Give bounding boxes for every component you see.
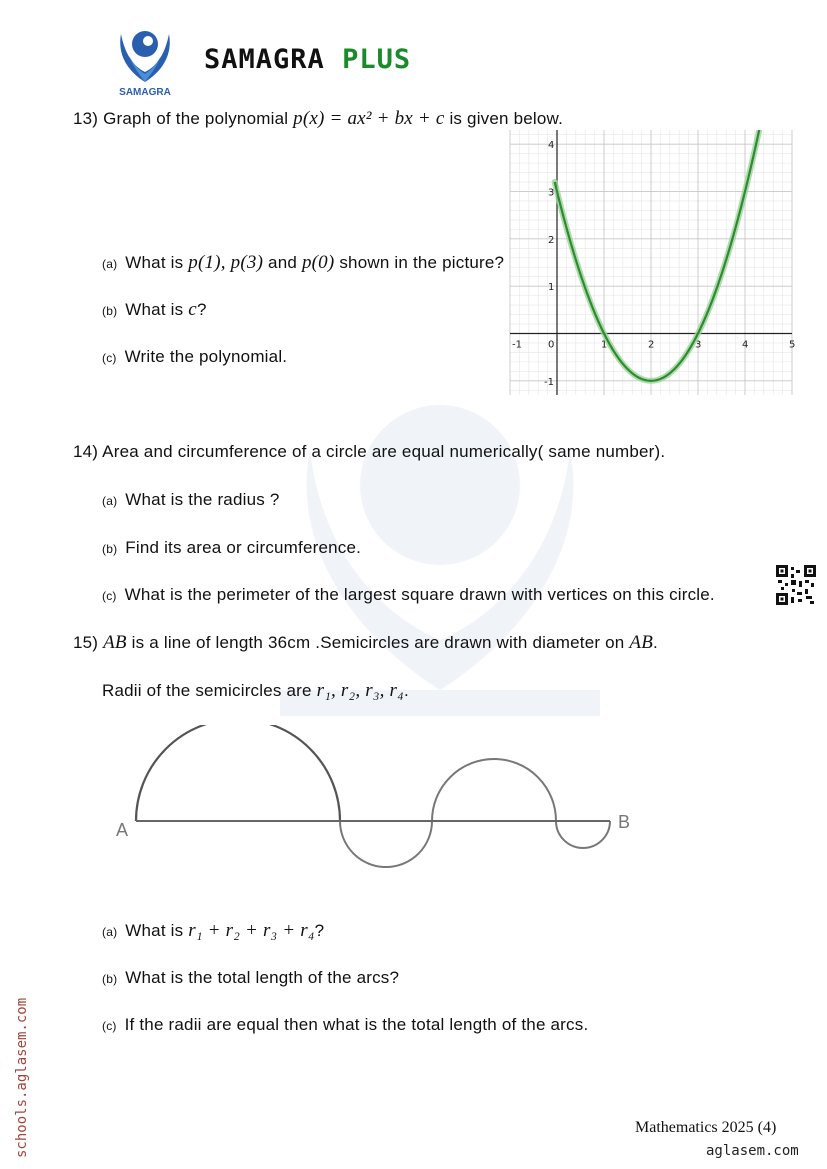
q15-c-label: (c) [102,1019,117,1033]
x-tick-label: 4 [742,339,749,351]
q13-part-a [102,252,504,274]
q15-radii-end: . [403,681,409,700]
point-a-label: A [116,820,129,840]
q15-stem [73,632,658,654]
q13-b-post: ? [196,300,207,319]
q14-c-label: (c) [102,589,117,603]
q13-part-c [102,347,287,367]
page-footer: Mathematics 2025 (4) [635,1119,777,1136]
semicircle-4 [556,821,610,848]
q15-a-post: ? [314,921,325,940]
q13-a-mid: and [268,253,298,272]
semicircle-3 [432,759,556,821]
x-tick-label: 3 [695,339,702,351]
q13-b-label: (b) [102,304,118,318]
q15-part-c [102,1015,588,1035]
q13-part-b [102,299,207,321]
q15-ab2: AB [629,632,654,653]
site-link[interactable]: aglasem.com [706,1143,799,1159]
q13-c-label: (c) [102,351,117,365]
q14-number: 14) [73,442,99,461]
q15-stem-text: is a line of length 36cm .Semicircles are drawn with diameter on [131,633,625,652]
samagra-logo-icon [115,26,175,84]
q15-a-pre: What is [125,921,184,940]
q15-stem-end: . [653,633,658,652]
y-tick-label: 4 [548,140,555,152]
q15-radii-text: Radii of the semicircles are [102,681,312,700]
q13-a-label: (a) [102,257,118,271]
semicircle-1 [136,725,340,821]
x-tick-label: -1 [512,339,522,351]
q13-number: 13) [73,109,99,128]
logo-text: SAMAGRA [119,87,171,98]
x-tick-label: 0 [548,339,555,351]
q13-b-math: c [188,299,197,320]
q14-part-c [102,585,715,605]
x-tick-label: 1 [601,339,608,351]
polynomial-graph [505,130,797,398]
q15-part-b [102,968,399,988]
q13-c-text: Write the polynomial. [124,347,288,366]
y-tick-label: -1 [544,376,554,388]
y-tick-label: 2 [548,234,555,246]
q14-c-text: What is the perimeter of the largest square drawn with vertices on this circle. [124,585,715,604]
x-tick-label: 2 [648,339,655,351]
q15-a-label: (a) [102,925,118,939]
q13-a-math2: p(0) [301,252,335,273]
q15-radii [102,680,409,702]
q15-b-text: What is the total length of the arcs? [125,968,400,987]
brand-samagra: SAMAGRA [204,44,325,75]
logo [115,26,175,98]
q14-a-text: What is the radius ? [125,490,280,509]
q15-a-math: r₁ + r₂ + r₃ + r₄ [188,920,315,941]
y-tick-label: 1 [548,282,555,294]
q14-stem [73,442,665,462]
q14-b-text: Find its area or circumference. [125,538,362,557]
point-b-label: B [618,812,631,832]
q13-stem [73,108,563,130]
q13-formula: p(x) = ax² + bx + c [293,108,445,129]
q14-part-a [102,490,280,510]
q15-c-text: If the radii are equal then what is the total length of the arcs. [124,1015,589,1034]
q15-b-label: (b) [102,972,118,986]
q13-a-post: shown in the picture? [339,253,505,272]
x-tick-label: 5 [789,339,796,351]
q13-a-pre: What is [125,253,184,272]
q13-stem-text: Graph of the polynomial [103,109,289,128]
q14-part-b [102,538,361,558]
brand-plus: PLUS [342,44,412,75]
semicircle-2 [340,821,432,867]
y-tick-label: 3 [548,187,555,199]
semicircles-figure [110,725,640,875]
qr-code-icon [776,565,816,605]
q13-stem-end: is given below. [449,109,564,128]
q15-radii-math: r₁, r₂, r₃, r₄ [316,680,404,701]
q15-number: 15) [73,633,99,652]
side-url[interactable]: schools.aglasem.com [14,997,30,1158]
q14-stem-text: Area and circumference of a circle are equal numerically( same number). [102,442,666,461]
q15-part-a [102,920,324,942]
q14-a-label: (a) [102,494,118,508]
brand-title [204,44,411,75]
q14-b-label: (b) [102,542,118,556]
q13-b-pre: What is [125,300,184,319]
q13-a-math: p(1), p(3) [188,252,264,273]
q15-ab: AB [103,632,127,653]
